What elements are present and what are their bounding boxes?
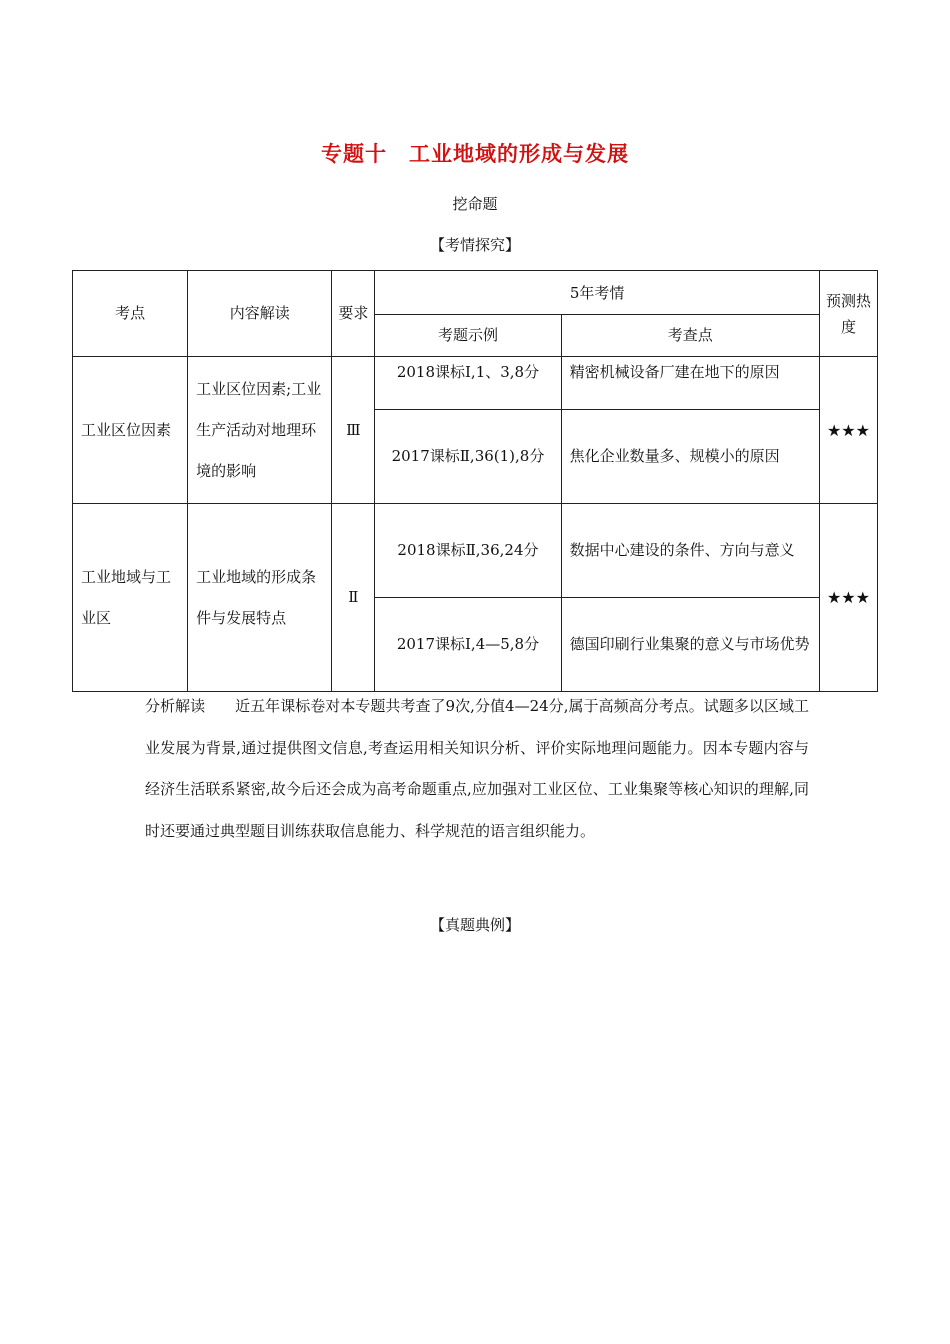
exam-analysis-table xyxy=(72,270,878,692)
header-requirement: 要求 xyxy=(332,271,375,357)
row2-example-2: 2017课标Ⅰ,4—5,8分 xyxy=(375,598,561,692)
row2-check-2: 德国印刷行业集聚的意义与市场优势 xyxy=(561,598,819,692)
header-exam-point: 考点 xyxy=(73,271,188,357)
row1-check-1: 精密机械设备厂建在地下的原因 xyxy=(561,357,819,410)
subtitle: 挖命题 xyxy=(452,195,498,213)
analysis-label: 分析解读 xyxy=(145,697,206,715)
header-content-reading: 内容解读 xyxy=(188,271,332,357)
document-title: 专题十 工业地域的形成与发展 xyxy=(321,142,629,166)
row1-example-2: 2017课标Ⅱ,36(1),8分 xyxy=(375,410,561,504)
header-forecast-heat: 预测热度 xyxy=(819,271,877,357)
row2-requirement: Ⅱ xyxy=(332,504,375,692)
row1-example-1: 2018课标Ⅰ,1、3,8分 xyxy=(375,357,561,410)
row2-example-1: 2018课标Ⅱ,36,24分 xyxy=(375,504,561,598)
analysis-paragraph xyxy=(145,686,809,852)
row1-requirement: Ⅲ xyxy=(332,357,375,504)
row1-content: 工业区位因素;工业生产活动对地理环境的影响 xyxy=(188,357,332,504)
section-heading-exam-research: 【考情探究】 xyxy=(429,236,520,254)
analysis-text: 近五年课标卷对本专题共考查了9次,分值4—24分,属于高频高分考点。试题多以区域工业发展为背景,通过提供图文信息,考查运用相关知识分析、评价实际地理问题能力。因本专题内容与经济生活联系紧密,故今后还会成为高考命题重点,应加强对工业区位、工业集聚等核心知识的理解,同时还要通过典型题目训练获取信息能力、科学规范的语言组织能力。 xyxy=(145,697,809,840)
row1-exam-point: 工业区位因素 xyxy=(73,357,188,504)
row1-check-2: 焦化企业数量多、规模小的原因 xyxy=(561,410,819,504)
row2-forecast-stars: ★★★ xyxy=(819,504,877,692)
row2-check-1: 数据中心建设的条件、方向与意义 xyxy=(561,504,819,598)
header-check-point: 考查点 xyxy=(561,315,819,357)
header-exam-example: 考题示例 xyxy=(375,315,561,357)
section-heading-real-examples: 【真题典例】 xyxy=(429,916,520,934)
header-five-year: 5年考情 xyxy=(375,271,820,315)
row2-exam-point: 工业地域与工业区 xyxy=(73,504,188,692)
row2-content: 工业地域的形成条件与发展特点 xyxy=(188,504,332,692)
row1-forecast-stars: ★★★ xyxy=(819,357,877,504)
